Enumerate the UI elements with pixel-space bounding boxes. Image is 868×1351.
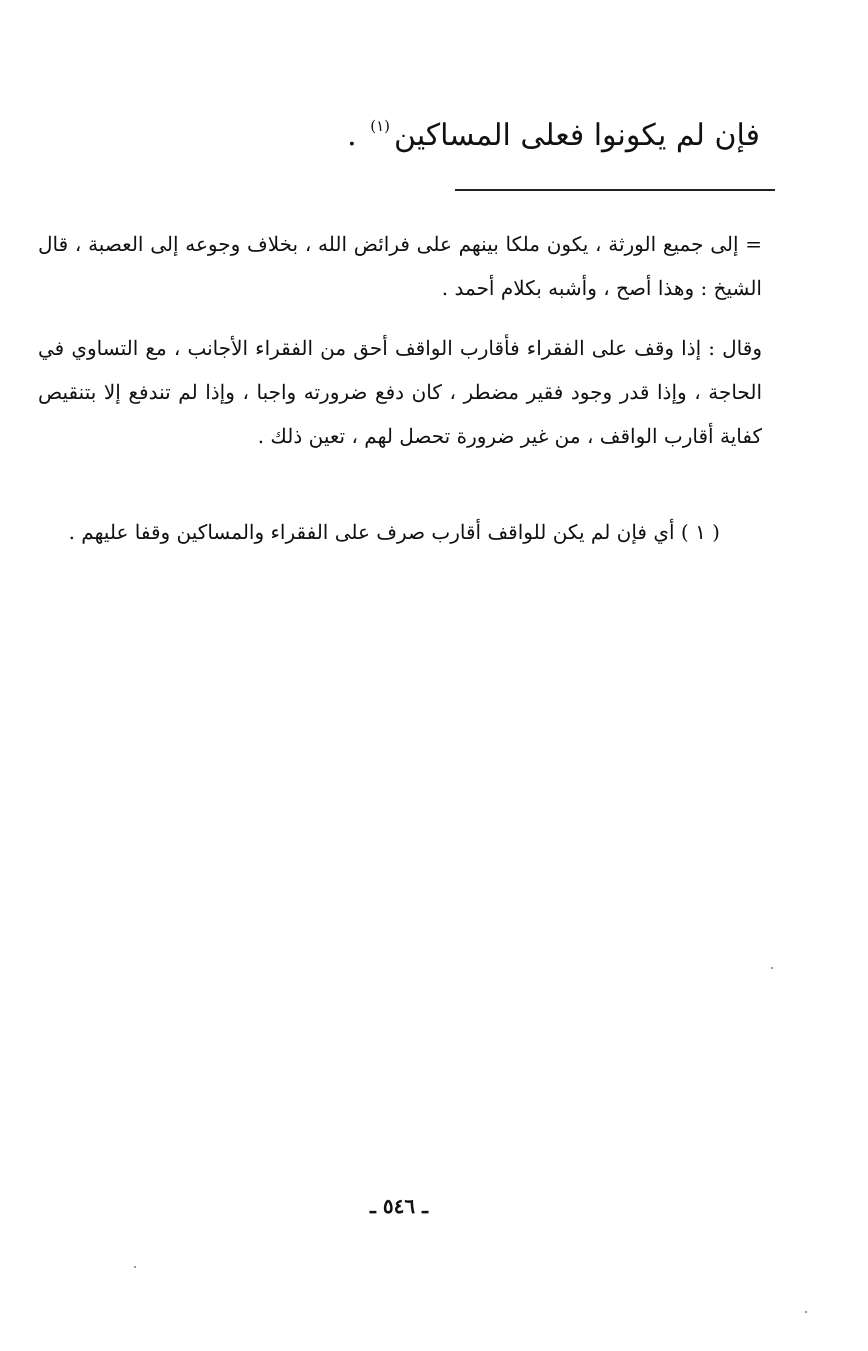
scan-speck — [805, 1311, 807, 1313]
scan-speck — [134, 1266, 136, 1268]
scan-speck — [771, 967, 773, 969]
footnote-separator-rule — [455, 189, 775, 191]
continued-footnote-paragraph: = إلى جميع الورثة ، يكون ملكا بينهم على فرائض الله ، بخلاف وجوعه إلى العصبة ، قال الشيخ : وهذا أصح ، وأشبه بكلام أحمد . — [38, 232, 762, 300]
main-text: فإن لم يكونوا فعلى المساكين — [393, 118, 760, 153]
main-text-end: . — [347, 118, 357, 153]
page-number: ـ ٥٤٦ ـ — [370, 1194, 428, 1218]
main-text-line — [340, 96, 760, 166]
qal-paragraph: وقال : إذا وقف على الفقراء فأقارب الواقف أحق من الفقراء الأجانب ، مع التساوي في الحاجة ، وإذا قدر وجود فقير مضطر ، كان دفع ضرورته واجبا ، وإذا لم تندفع إلا بتنقيص كفاية أقارب الواقف ، من غير ضرورة تحصل لهم ، تعين ذلك . — [38, 336, 762, 448]
footnote-1: ( ١ ) أي فإن لم يكن للواقف أقارب صرف على الفقراء والمساكين وقفا عليهم . — [68, 520, 720, 544]
footnote-reference[interactable]: (١) — [370, 117, 390, 135]
